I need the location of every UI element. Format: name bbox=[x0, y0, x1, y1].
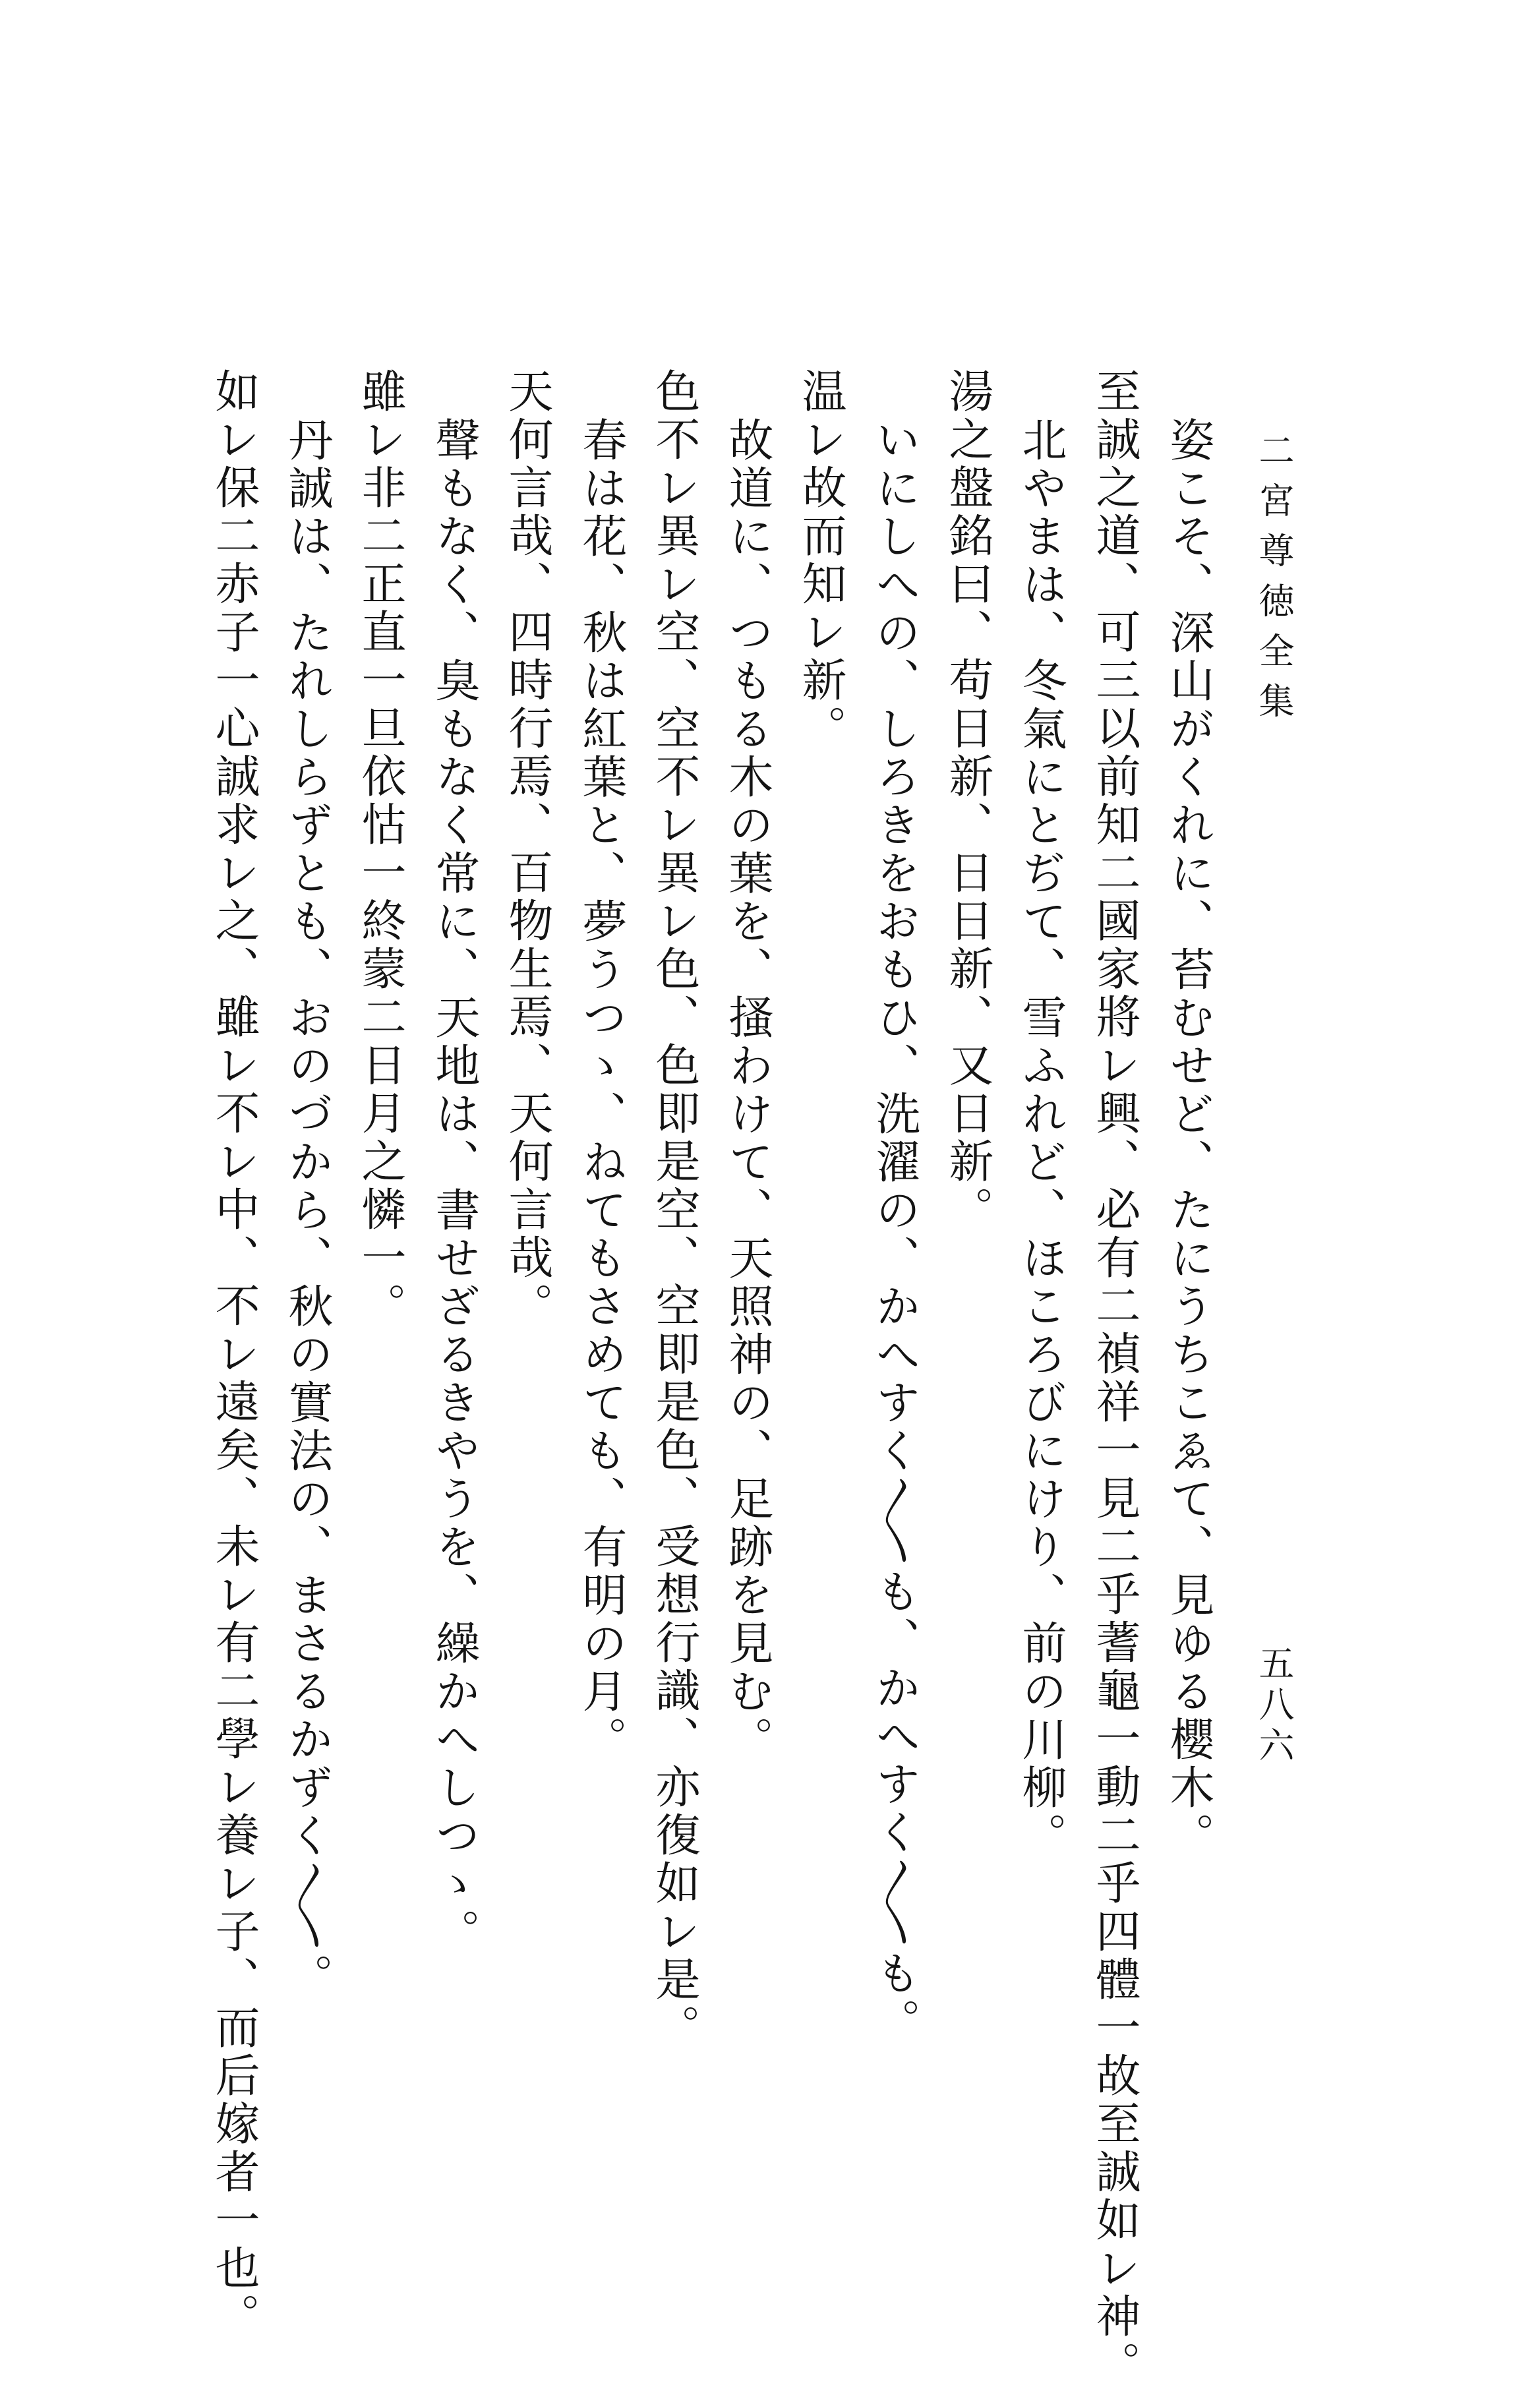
text-column-8: 色不レ異レ空、空不レ異レ色、色即是空、空即是色、受想行識、亦復如レ是。 bbox=[648, 368, 700, 2052]
running-title: 二宮尊徳全集 bbox=[1253, 432, 1295, 732]
text-column-3: 北やまは、冬氣にとぢて、雪ふれど、ほころびにけり、前の川柳。 bbox=[1015, 417, 1067, 1860]
text-column-7: 故道に、つもる木の葉を、搔わけて、天照神の、足跡を見む。 bbox=[721, 417, 773, 1764]
text-column-13: 丹誠は、たれしらずとも、おのづから、秋の實法の、まさるかずく〳〵。 bbox=[281, 417, 333, 2001]
text-column-4: 湯之盤銘曰、苟日新、日日新、又日新。 bbox=[941, 368, 993, 1234]
text-column-11: 聲もなく、臭もなく常に、天地は、書せざるきやうを、繰かへしつゝ。 bbox=[428, 417, 480, 1957]
text-column-1: 姿こそ、深山がくれに、苔むせど、たにうちこゑて、見ゆる櫻木。 bbox=[1162, 417, 1214, 1860]
text-column-10: 天何言哉、四時行焉、百物生焉、天何言哉。 bbox=[501, 368, 553, 1330]
text-column-9: 春は花、秋は紅葉と、夢うつゝ、ねてもさめても、有明の月。 bbox=[575, 417, 627, 1764]
text-column-5: いにしへの、しろきをおもひ、洗濯の、かへすく〳〵も、かへすく〳〵も。 bbox=[868, 417, 920, 2046]
text-column-2: 至誠之道、可三以前知二國家將レ興、必有二禎祥一見二乎蓍龜一動二乎四體一故至誠如レ神。 bbox=[1088, 368, 1140, 2389]
page-number: 五八六 bbox=[1253, 1645, 1295, 1767]
text-column-12: 雖レ非二正直一旦依怙一終蒙二日月之憐一。 bbox=[354, 368, 406, 1330]
text-column-14: 如レ保二赤子一心誠求レ之、雖レ不レ中、不レ遠矣、未レ有二學レ養レ子、而后嫁者一也。 bbox=[208, 368, 260, 2341]
text-column-6: 温レ故而知レ新。 bbox=[794, 368, 846, 753]
